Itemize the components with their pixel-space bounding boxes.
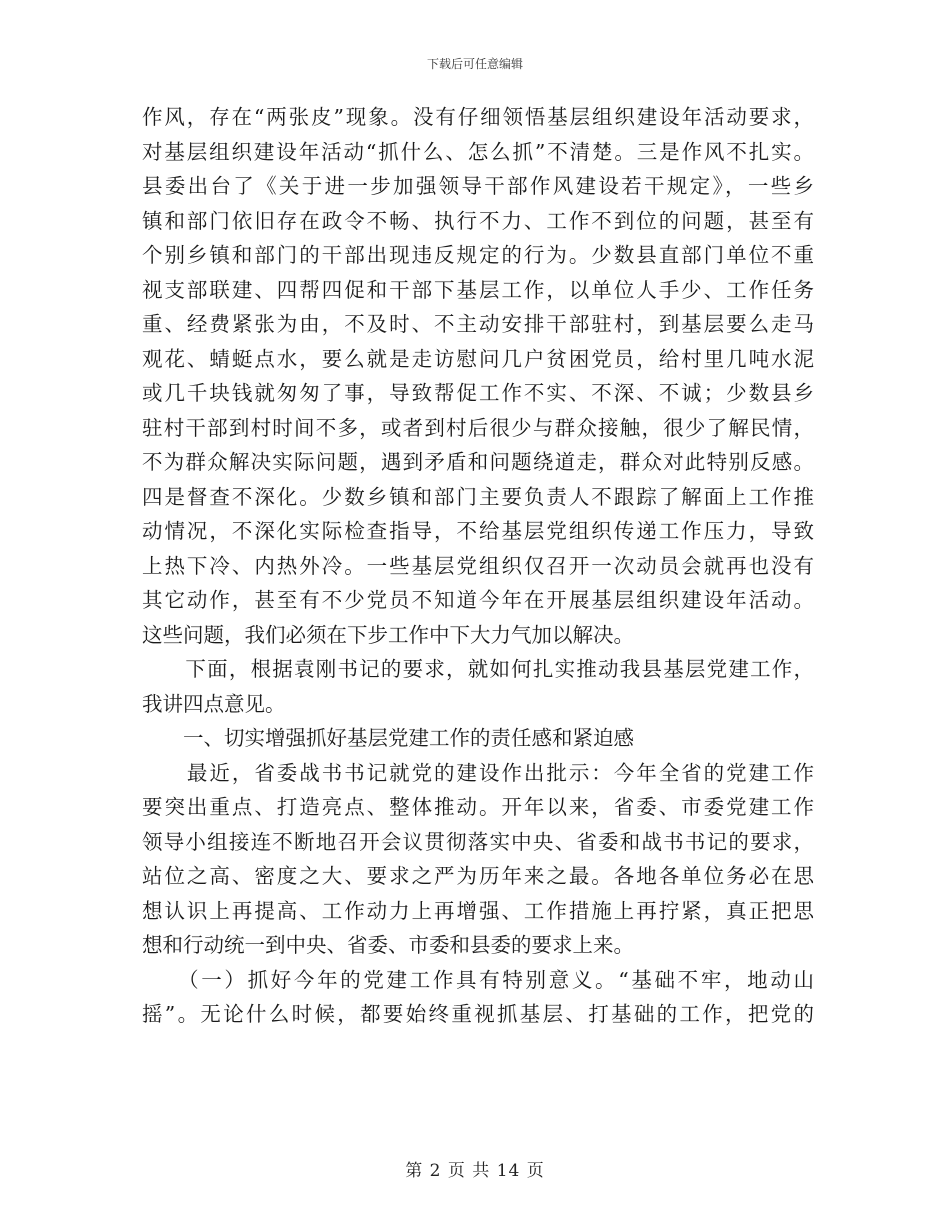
text-line: 不为群众解决实际问题，遇到矛盾和问题绕道走，群众对此特别反感。: [142, 450, 814, 474]
text-line: 观花、蜻蜓点水，要么就是走访慰问几户贫困党员，给村里几吨水泥: [142, 346, 814, 371]
text-line: 要突出重点、打造亮点、整体推动。开年以来，省委、市委党建工作: [142, 795, 814, 819]
section-heading: 一、切实增强抓好基层党建工作的责任感和紧迫感: [142, 726, 634, 750]
text-line: 动情况，不深化实际检查指导，不给基层党组织传递工作压力，导致: [142, 519, 814, 543]
text-line: 或几千块钱就匆匆了事，导致帮促工作不实、不深、不诚；少数县乡: [142, 381, 814, 405]
text-line: 上热下冷、内热外冷。一些基层党组织仅召开一次动员会就再也没有: [142, 553, 814, 578]
text-line: 视支部联建、四帮四促和干部下基层工作，以单位人手少、工作任务: [142, 277, 814, 302]
text-line: 对基层组织建设年活动“抓什么、怎么抓”不清楚。三是作风不扎实。: [142, 139, 814, 164]
text-line: 作风，存在“两张皮”现象。没有仔细领悟基层组织建设年活动要求，: [142, 105, 814, 129]
text-line: 我讲四点意见。: [142, 691, 286, 716]
text-line: 最近，省委战书书记就党的建设作出批示：今年全省的党建工作: [142, 760, 814, 785]
text-line: 摇”。无论什么时候，都要始终重视抓基层、打基础的工作，把党的: [142, 1002, 814, 1026]
text-line: 想认识上再提高、工作动力上再增强、工作措施上再拧紧，真正把思: [142, 898, 814, 923]
text-line: 站位之高、密度之大、要求之严为历年来之最。各地各单位务必在思: [142, 864, 814, 888]
text-line: 想和行动统一到中央、省委、市委和县委的要求上来。: [142, 933, 634, 957]
text-line: 驻村干部到村时间不多，或者到村后很少与群众接触，很少了解民情，: [142, 415, 814, 440]
document-body: [142, 100, 814, 1032]
text-line: 领导小组接连不断地召开会议贯彻落实中央、省委和战书书记的要求，: [142, 829, 814, 854]
text-line: 这些问题，我们必须在下步工作中下大力气加以解决。: [142, 622, 634, 647]
text-line: 四是督查不深化。少数乡镇和部门主要负责人不跟踪了解面上工作推: [142, 484, 814, 509]
text-line: 个别乡镇和部门的干部出现违反规定的行为。少数县直部门单位不重: [142, 243, 814, 267]
text-line: 下面，根据袁刚书记的要求，就如何扎实推动我县基层党建工作，: [142, 657, 814, 681]
text-line: 其它动作，甚至有不少党员不知道今年在开展基层组织建设年活动。: [142, 588, 814, 612]
page-footer: 第 2 页 共 14 页: [405, 1161, 545, 1181]
text-line: 重、经费紧张为由，不及时、不主动安排干部驻村，到基层要么走马: [142, 312, 814, 336]
text-line: 镇和部门依旧存在政令不畅、执行不力、工作不到位的问题，甚至有: [142, 208, 814, 233]
text-line: （一）抓好今年的党建工作具有特别意义。“基础不牢，地动山: [142, 967, 814, 992]
page-header: 下载后可任意编辑: [426, 57, 523, 71]
text-line: 县委出台了《关于进一步加强领导干部作风建设若干规定》，一些乡: [142, 174, 814, 198]
